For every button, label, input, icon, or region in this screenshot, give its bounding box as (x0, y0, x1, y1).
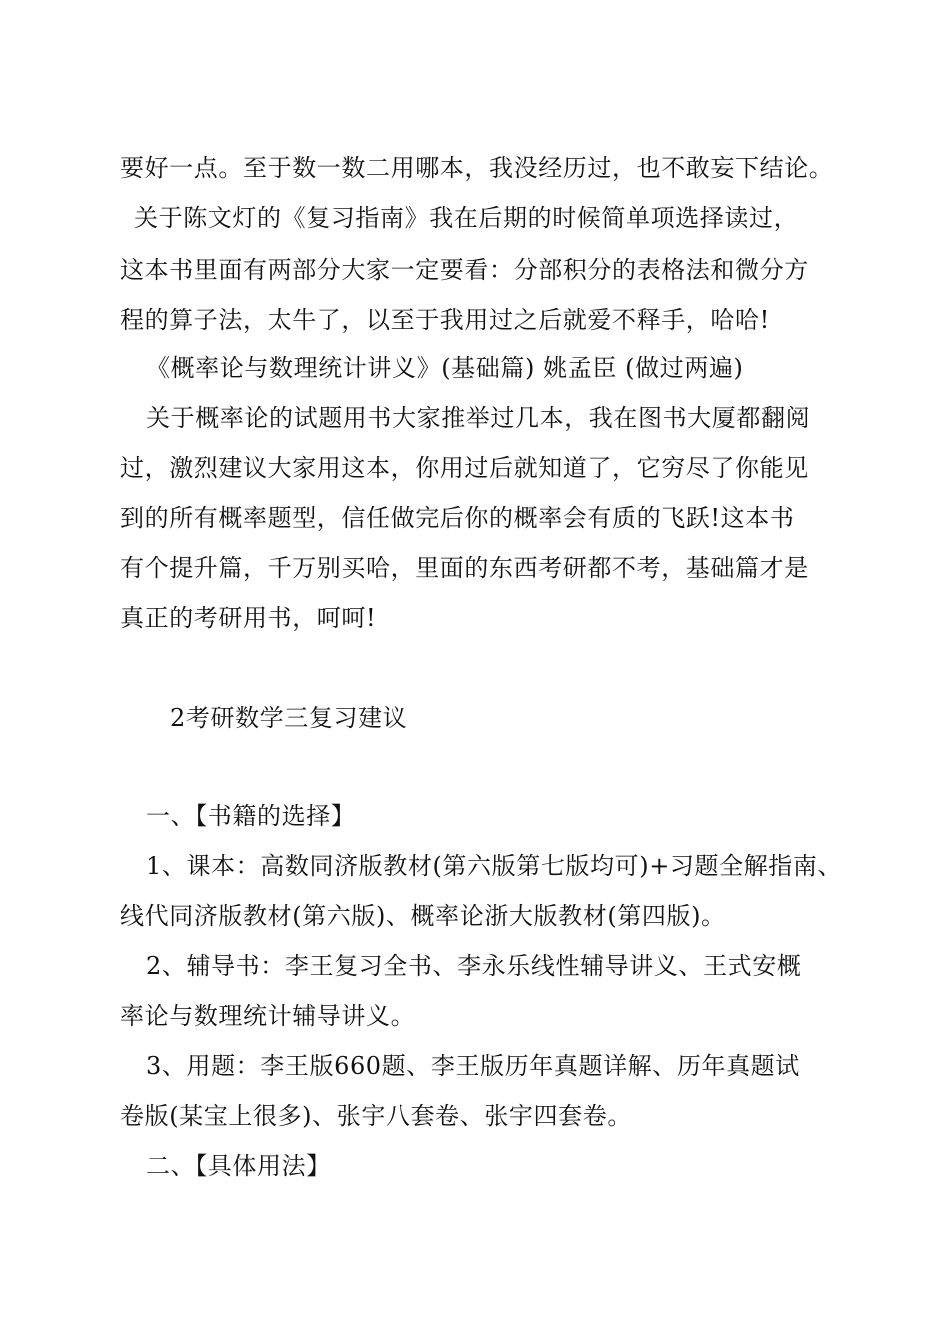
paragraph-line: 关于概率论的试题用书大家推举过几本，我在图书大厦都翻阅 (146, 404, 811, 432)
subsection-heading-book-selection: 一、【书籍的选择】 (146, 802, 356, 830)
list-item-line: 2、辅导书：李王复习全书、李永乐线性辅导讲义、王式安概 (146, 952, 802, 980)
paragraph-line: 有个提升篇，千万别买哈，里面的东西考研都不考，基础篇才是 (120, 554, 809, 582)
paragraph-line: 到的所有概率题型，信任做完后你的概率会有质的飞跃!这本书 (120, 504, 795, 532)
list-item-line: 率论与数理统计辅导讲义。 (120, 1002, 416, 1030)
paragraph-line: 要好一点。至于数一数二用哪本，我没经历过，也不敢妄下结论。 (120, 154, 834, 182)
book-title-line: 《概率论与数理统计讲义》(基础篇) 姚孟臣 (做过两遍) (146, 354, 744, 382)
paragraph-line: 程的算子法，太牛了，以至于我用过之后就爱不释手，哈哈! (120, 306, 770, 334)
paragraph-line: 关于陈文灯的《复习指南》我在后期的时候简单项选择读过， (134, 204, 799, 232)
paragraph-line: 真正的考研用书，呵呵! (120, 604, 377, 632)
list-item-line: 卷版(某宝上很多)、张宇八套卷、张宇四套卷。 (120, 1102, 632, 1130)
subsection-heading-usage: 二、【具体用法】 (146, 1152, 331, 1180)
list-item-line: 3、用题：李王版660题、李王版历年真题详解、历年真题试 (146, 1052, 800, 1080)
list-item-line: 线代同济版教材(第六版)、概率论浙大版教材(第四版)。 (120, 902, 726, 930)
paragraph-line: 这本书里面有两部分大家一定要看：分部积分的表格法和微分方 (120, 256, 809, 284)
list-item-line: 1、课本：高数同济版教材(第六版第七版均可)+习题全解指南、 (146, 852, 843, 880)
section-heading: 2考研数学三复习建议 (170, 704, 408, 732)
paragraph-line: 过，激烈建议大家用这本，你用过后就知道了，它穷尽了你能见 (120, 454, 809, 482)
